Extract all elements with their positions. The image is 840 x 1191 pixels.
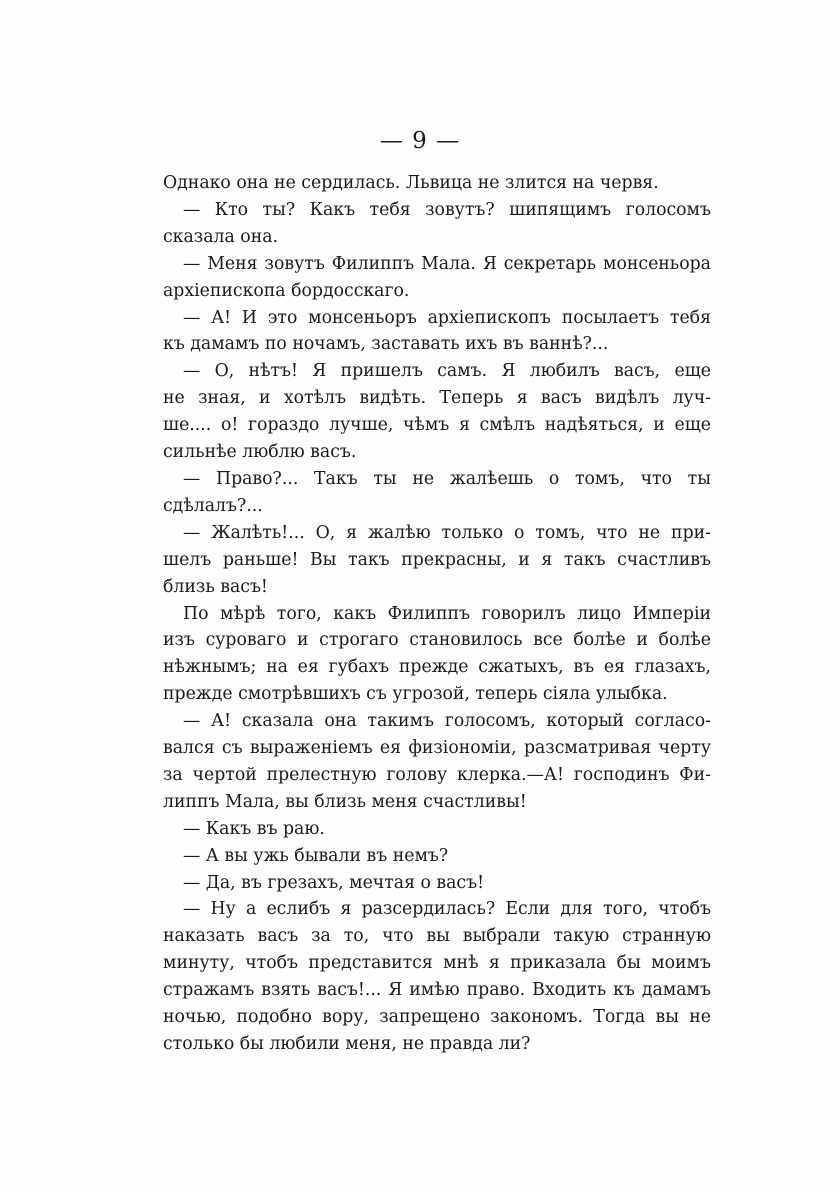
paragraph [163, 305, 711, 359]
text-line: — Жалѣть!... О, я жалѣю только о томъ, что не при- [183, 522, 711, 543]
text-line: — О, нѣтъ! Я пришелъ самъ. Я любилъ васъ, еще [183, 361, 711, 382]
text-line: ше.... о! гораздо лучше, чѣмъ я смѣлъ надѣяться, и еще [163, 415, 711, 436]
text-line: къ дамамъ по ночамъ, заставать ихъ въ ваннѣ?... [163, 334, 609, 355]
text-line: — Право?... Такъ ты не жалѣешь о томъ, что ты [183, 468, 711, 489]
text-line: наказать васъ за то, что вы выбрали такую странную [163, 926, 711, 947]
paragraph [163, 601, 711, 709]
text-line: близь васъ! [163, 576, 268, 597]
text-line: По мѣрѣ того, какъ Филиппъ говорилъ лицо Имперіи [183, 603, 711, 624]
text-line: липпъ Мала, вы близь меня счастливы! [163, 791, 527, 812]
text-line: — Какъ въ раю. [183, 818, 325, 839]
body-text [163, 170, 711, 1058]
text-line: сильнѣе люблю васъ. [163, 442, 357, 463]
paragraph [163, 843, 711, 870]
text-line: сказала она. [163, 226, 279, 247]
paragraph [163, 358, 711, 466]
text-line: вался съ выраженіемъ ея физіономіи, разсматривая черту [163, 738, 711, 759]
paragraph [163, 170, 711, 197]
paragraph [163, 896, 711, 1057]
text-line: ночью, подобно вору, запрещено закономъ. Тогда вы не [163, 1007, 711, 1028]
text-line: минуту, чтобъ представится мнѣ я приказала бы моимъ [163, 953, 711, 974]
paragraph [163, 466, 711, 520]
text-line: — А вы ужь бывали въ немъ? [183, 845, 449, 866]
text-line: — Ну а еслибъ я разсердилась? Если для того, чтобъ [183, 899, 711, 920]
paragraph [163, 870, 711, 897]
text-line: сдѣлалъ?... [163, 495, 263, 516]
text-line: архіепископа бордосскаго. [163, 280, 410, 301]
paragraph [163, 708, 711, 816]
page-number: — 9 — [379, 128, 461, 154]
paragraph [163, 197, 711, 251]
text-line: изъ суроваго и строгаго становилось все болѣе и болѣе [163, 630, 711, 651]
text-line: столько бы любили меня, не правда ли? [163, 1034, 531, 1054]
text-line: нѣжнымъ; на ея губахъ прежде сжатыхъ, въ ея глазахъ, [163, 657, 711, 678]
text-line: — А! сказала она такимъ голосомъ, который согласо- [183, 711, 711, 732]
paragraph [163, 816, 711, 843]
text-line: — Да, въ грезахъ, мечтая о васъ! [183, 872, 485, 893]
paragraph [163, 251, 711, 305]
text-line: — Меня зовутъ Филиппъ Мала. Я секретарь монсеньора [183, 253, 711, 274]
text-line: Однако она не сердилась. Львица не злится на червя. [163, 173, 659, 193]
paragraph [163, 520, 711, 601]
text-line: за чертой прелестную голову клерка.—А! господинъ Фи- [163, 764, 711, 785]
text-line: прежде смотрѣвшихъ съ угрозой, теперь сіяла улыбка. [163, 684, 668, 705]
text-line: стражамъ взять васъ!... Я имѣю право. Входить къ дамамъ [163, 980, 711, 1001]
text-line: — Кто ты? Какъ тебя зовутъ? шипящимъ голосомъ [183, 199, 711, 220]
text-line: — А! И это монсеньоръ архіепископъ посылаетъ тебя [183, 307, 711, 328]
text-line: шелъ раньше! Вы такъ прекрасны, и я такъ счастливъ [163, 549, 711, 570]
text-line: не зная, и хотѣлъ видѣть. Теперь я васъ видѣлъ луч- [163, 388, 711, 409]
